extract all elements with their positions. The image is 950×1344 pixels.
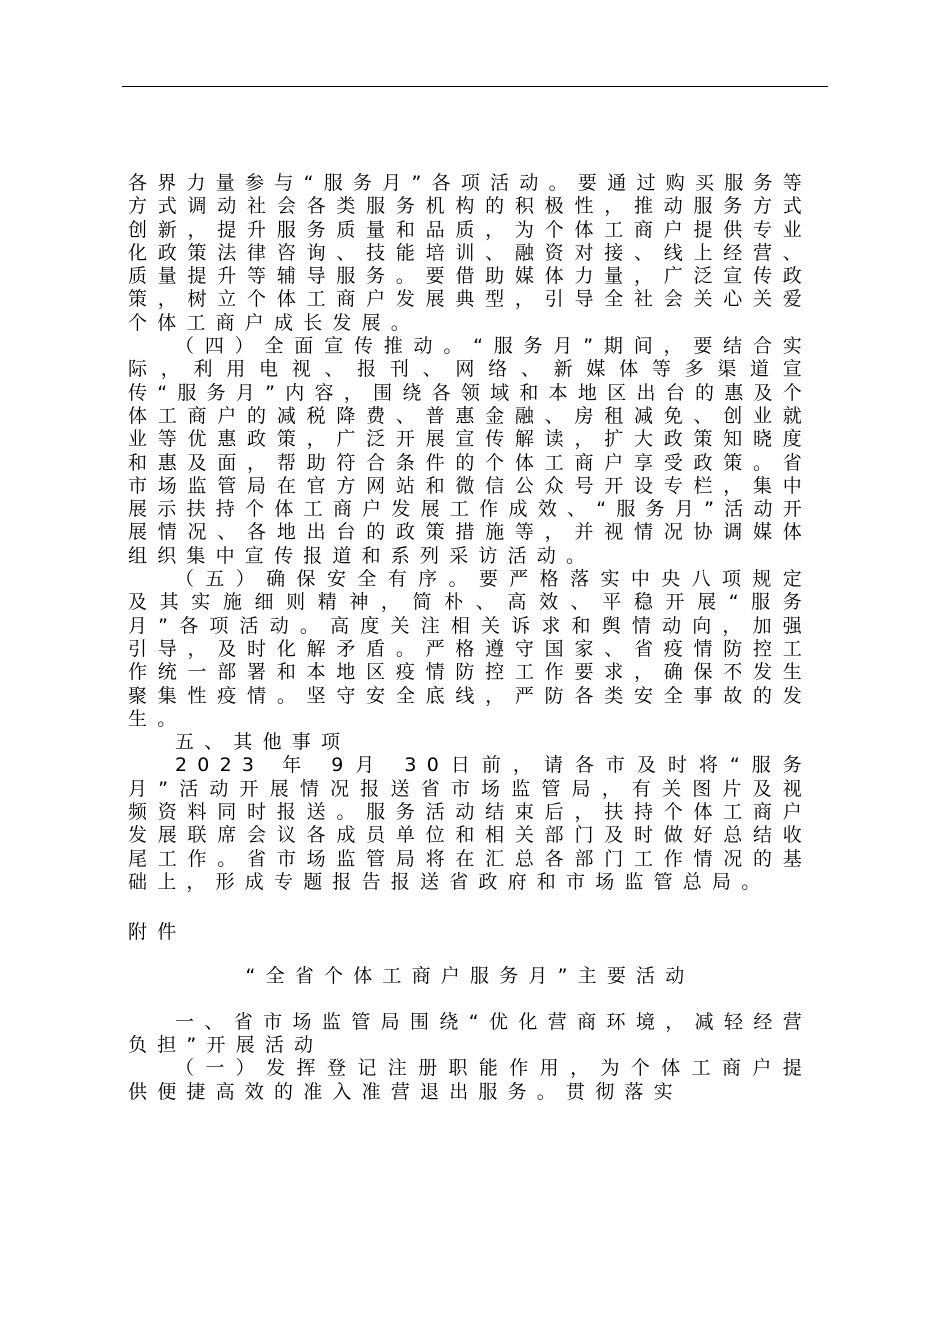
attachment-label: 附件 xyxy=(128,921,187,944)
heading-section-1: 一、省市场监管局围绕“优化营商环境，减轻经营负担”开展活动 xyxy=(128,1010,812,1057)
document-body xyxy=(128,172,812,1104)
heading-other-matters: 五、其他事项 xyxy=(175,731,351,754)
attachment-title: “全省个体工商户服务月”主要活动 xyxy=(245,964,695,987)
spacer xyxy=(128,894,812,921)
paragraph-item-1: （一）发挥登记注册职能作用，为个体工商户提供便捷高效的准入准营退出服务。贯彻落实 xyxy=(128,1057,812,1103)
paragraph-continuation: 各界力量参与“服务月”各项活动。要通过购买服务等方式调动社会各类服务机构的积极性，推动服务方式创新，提升服务质量和品质，为个体工商户提供专业化政策法律咨询、技能培训、融资对接、线上经营、质量提升等辅导服务。要借助媒体力量，广泛宣传政策，树立个体工商户发展典型，引导全社会关心关爱个体工商户成长发展。 xyxy=(128,172,812,334)
paragraph-deadline: 2023 年 9月 30日前，请各市及时将“服务月”活动开展情况报送省市场监管局，有关图片及视频资料同时报送。服务活动结束后，扶持个体工商户发展联席会议各成员单位和相关部门及时做好总结收尾工作。省市场监管局将在汇总各部门工作情况的基础上，形成专题报告报送省政府和市场监管总局。 xyxy=(128,754,812,893)
header-rule xyxy=(122,86,828,87)
paragraph-section-4: （四）全面宣传推动。“服务月”期间，要结合实际，利用电视、报刊、网络、新媒体等多渠道宣传“服务月”内容，围绕各领域和本地区出台的惠及个体工商户的减税降费、普惠金融、房租减免、创业就业等优惠政策，广泛开展宣传解读，扩大政策知晓度和惠及面，帮助符合条件的个体工商户享受政策。省市场监管局在官方网站和微信公众号开设专栏，集中展示扶持个体工商户发展工作成效、“服务月”活动开展情况、各地出台的政策措施等，并视情况协调媒体组织集中宣传报道和系列采访活动。 xyxy=(128,335,812,567)
paragraph-section-5: （五）确保安全有序。要严格落实中央八项规定及其实施细则精神，简朴、高效、平稳开展“服务月”各项活动。高度关注相关诉求和舆情动向，加强引导，及时化解矛盾。严格遵守国家、省疫情防控工作统一部署和本地区疫情防控工作要求，确保不发生聚集性疫情。坚守安全底线，严防各类安全事故的发生。 xyxy=(128,568,812,730)
